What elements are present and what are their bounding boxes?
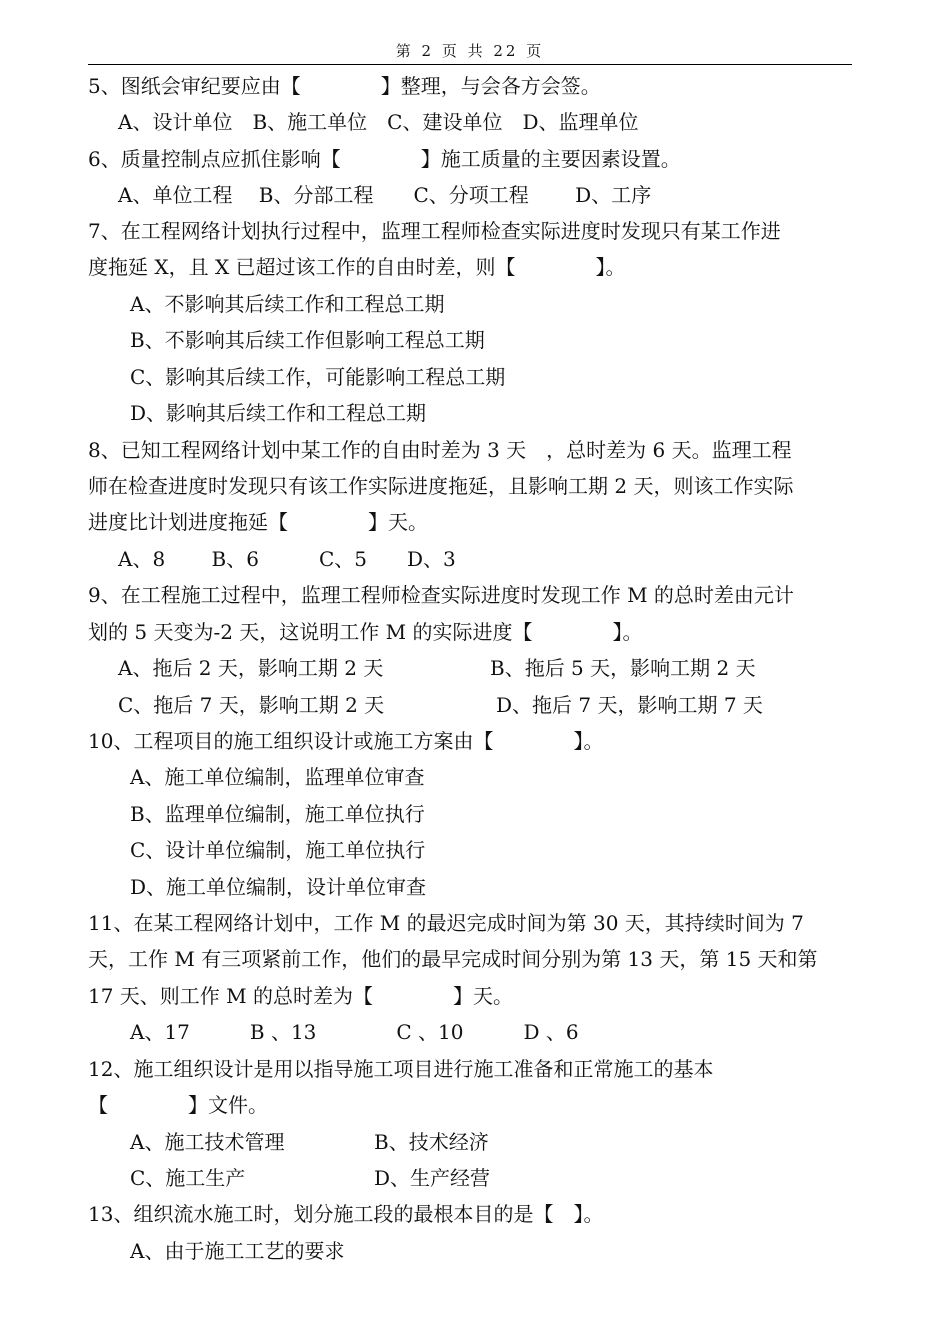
question-13: 13、组织流水施工时，划分施工段的最根本目的是【 】。 [88,1202,604,1226]
question-13-option-a: A、由于施工工艺的要求 [130,1239,345,1263]
question-9-line-1: 9、在工程施工过程中，监理工程师检查实际进度时发现工作 M 的总时差由元计 [88,583,794,607]
question-9-line-2: 划的 5 天变为-2 天，这说明工作 M 的实际进度【 】。 [88,620,643,644]
question-8-options: A、8 B、6 C、5 D、3 [118,547,456,571]
question-12-option-d: D、生产经营 [374,1166,491,1190]
question-5: 5、图纸会审纪要应由【 】整理，与会各方会签。 [88,74,601,98]
question-8-line-1: 8、已知工程网络计划中某工作的自由时差为 3 天 ，总时差为 6 天。监理工程 [88,438,792,462]
question-7-option-c: C、影响其后续工作，可能影响工程总工期 [130,365,506,389]
question-9-option-b: B、拖后 5 天，影响工期 2 天 [490,656,756,680]
question-10-option-d: D、施工单位编制，设计单位审查 [130,875,427,899]
question-7-option-b: B、不影响其后续工作但影响工程总工期 [130,328,485,352]
question-5-options: A、设计单位 B、施工单位 C、建设单位 D、监理单位 [118,110,639,134]
question-7-line-2: 度拖延 X，且 X 已超过该工作的自由时差，则【 】。 [88,255,626,279]
question-7-option-d: D、影响其后续工作和工程总工期 [130,401,427,425]
question-12-option-c: C、施工生产 [130,1166,246,1190]
question-10-option-c: C、设计单位编制，施工单位执行 [130,838,426,862]
question-12-line-2: 【 】文件。 [88,1093,268,1117]
question-12-line-1: 12、施工组织设计是用以指导施工项目进行施工准备和正常施工的基本 [88,1057,714,1081]
header-rule [88,64,852,65]
question-11-options: A、17 B 、13 C 、10 D 、6 [130,1020,579,1044]
question-8-line-3: 进度比计划进度拖延【 】天。 [88,510,428,534]
question-10-option-b: B、监理单位编制，施工单位执行 [130,802,425,826]
question-6: 6、质量控制点应抓住影响【 】施工质量的主要因素设置。 [88,147,681,171]
question-8-line-2: 师在检查进度时发现只有该工作实际进度拖延，且影响工期 2 天，则该工作实际 [88,474,794,498]
question-9-option-a: A、拖后 2 天，影响工期 2 天 [118,656,384,680]
question-6-options: A、单位工程 B、分部工程 C、分项工程 D、工序 [118,183,652,207]
question-9-option-d: D、拖后 7 天，影响工期 7 天 [496,693,763,717]
question-12-option-b: B、技术经济 [374,1130,489,1154]
question-10: 10、工程项目的施工组织设计或施工方案由【 】。 [88,729,604,753]
question-11-line-3: 17 天、则工作 M 的总时差为【 】天。 [88,984,513,1008]
question-7-option-a: A、不影响其后续工作和工程总工期 [130,292,445,316]
question-7-line-1: 7、在工程网络计划执行过程中，监理工程师检查实际进度时发现只有某工作进 [88,219,781,243]
page-header: 第 2 页 共 22 页 [395,42,545,60]
question-11-line-1: 11、在某工程网络计划中，工作 M 的最迟完成时间为第 30 天，其持续时间为 7 [88,911,804,935]
question-9-option-c: C、拖后 7 天，影响工期 2 天 [118,693,385,717]
question-12-option-a: A、施工技术管理 [130,1130,285,1154]
question-11-line-2: 天，工作 M 有三项紧前工作，他们的最早完成时间分别为第 13 天，第 15 天和第 [88,947,818,971]
question-10-option-a: A、施工单位编制，监理单位审查 [130,765,425,789]
